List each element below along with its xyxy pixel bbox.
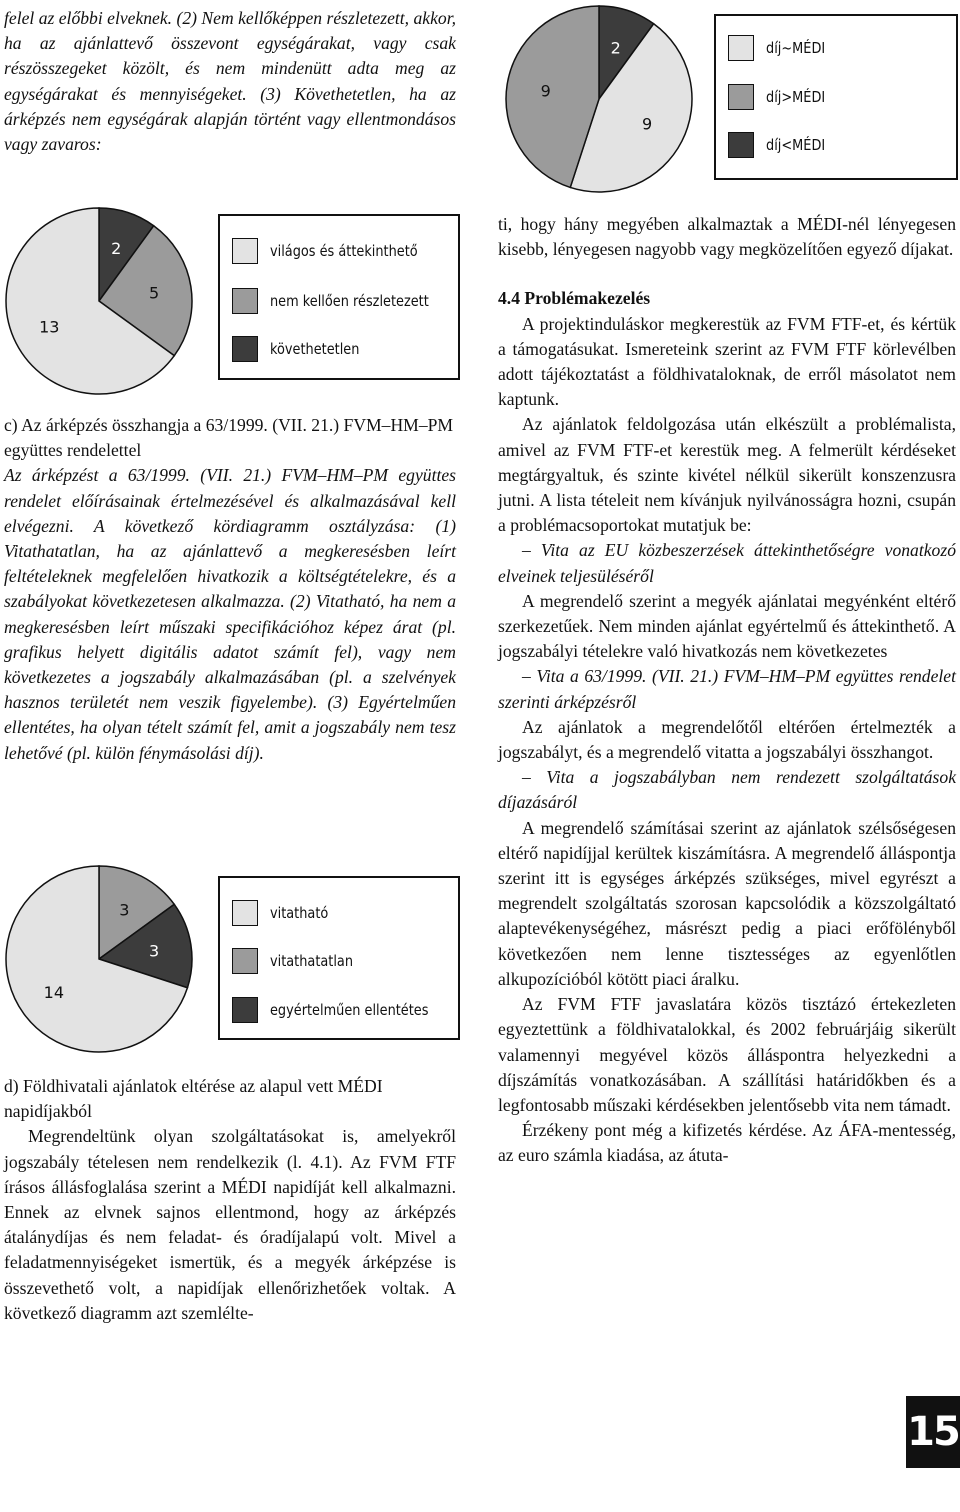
pie-value-label-2: 2 [111,238,122,258]
legend-swatch-dark [232,997,258,1023]
legend-label-contrary: egyértelműen ellentétes [270,1001,429,1019]
pie-value-label-1: 5 [149,283,160,303]
section-c-heading: c) Az árképzés összhangja a 63/1999. (VII. 21.) FVM–HM–PM együttes rendelettel [4,415,454,461]
legend-row-contrary [232,995,454,1025]
pie-chart-medi-fees-svg [504,4,694,194]
right-p6: Az FVM FTF javaslatára közös tisztázó értekezleten egyeztettünk a földhivatalokkal, és 2002 februárjáig sikerült valamennyi megyével közös álláspontra helyezkedni a díjszámítás vonatkozásában. A szállítási határidőkben és a legfontosabb műszaki kérdésekben jelentősebb vita nem támadt. [498,994,956,1115]
legend-swatch-mid [232,288,258,314]
pie-chart-clarity [4,206,194,396]
legend-clarity [218,214,460,380]
pie-value-label-0: 9 [641,114,653,134]
section-d [4,1074,456,1326]
legend-label-untraceable: követhetetlen [270,340,360,358]
legend-label-clear: világos és áttekinthető [270,242,418,260]
legend-label-higher: díj>MÉDI [766,88,826,106]
legend-swatch-light [232,900,258,926]
right-intro: ti, hogy hány megyében alkalmaztak a MÉDI-nél lényegesen kisebb, lényegesen nagyobb vagy megközelítően egyező díjakat. [498,214,956,260]
section-heading-4-4: 4.4 Problémakezelés [498,288,651,309]
section-c-body: Az árképzést a 63/1999. (VII. 21.) FVM–HM–PM együttes rendelet előírásainak értelmezésével és alkalmazásával kell elvégezni. A következő kördiagramm osztályzása: (1) Vitathatatlan, ha az ajánlattevő a megkeresésben leírt feltételeknek megfelelően hivatkozik a költségtételekre, és a szabályokat következetesen alkalmazza. (2) Vitatható, ha nem a megkeresésben leírt műszaki specifikációhoz képez árat (pl. grafikus helyett digitális adatot számít fel), vagy nem következetes a jogszabály alkalmazásában (pl. a szelvények hasznos területét nem veszik figyelembe). (3) Egyértelműen ellentétes, ha olyan tételt számít fel, amit a jogszabály nem tesz lehetővé (pl. külön fénymásolási díj). [4,465,456,763]
pie-value-label-1: 9 [540,81,551,101]
legend-row-clear [232,236,442,266]
legend-row-lower [728,130,835,160]
legend-swatch-mid [232,948,258,974]
pie-chart-disputability [4,864,194,1054]
legend-row-indisputable [232,946,367,976]
list-item-unregulated-services: – Vita a jogszabályban nem rendezett szolgáltatások díjazásáról [498,767,956,813]
right-p5: A megrendelő számításai szerint az ajánlatok szélsőségesen eltérő napidíjjal kerültek kiszámításra. A megrendelő álláspontja szerint itt is egységes árképzés szükséges, mivel egyrészt a megrendelt szolgáltatás szorosan kapcsolódik a közszolgáltató alaptevékenységéhez, másrészt pedig a piaci erőfölényből következően nem lenne tisztességes az egyenlőtlen alkupozícióból kötött piaci áralku. [498,817,956,989]
right-p3: A megrendelő szerint a megyék ajánlatai megyénként eltérő szerkezetűek. Nem minden ajánlat egyértelmű és áttekinthető. A jogszabályi tételekre való hivatkozás nem következetes [498,590,956,662]
section-d-heading: d) Földhivatali ajánlatok eltérése az alapul vett MÉDI napidíjakból [4,1076,383,1122]
legend-label-similar: díj~MÉDI [766,39,826,57]
legend-row-disputable [232,898,338,928]
pie-value-label-0: 13 [39,317,60,337]
pie-chart-disputability-svg [4,864,194,1054]
legend-label-indisputable: vitathatatlan [270,952,354,970]
page-number: 15 [906,1396,960,1468]
legend-row-similar [728,33,835,63]
right-p4: Az ajánlatok a megrendelőtől eltérően értelmezték a jogszabályt, és a megrendelő vitatta a jogszabályi összhangot. [498,716,956,763]
legend-disputability [218,876,460,1040]
pie-value-label-1: 3 [119,900,130,920]
list-item-eu-transparency: – Vita az EU közbeszerzések áttekinthetőségre vonatkozó elveinek teljesüléséről [498,540,956,586]
pie-value-label-2: 3 [149,941,160,961]
legend-label-disputable: vitatható [270,904,329,922]
section-c [4,413,456,766]
pie-chart-medi-fees [504,4,694,194]
pie-value-label-0: 14 [43,982,65,1002]
legend-label-lower: díj<MÉDI [766,136,826,154]
legend-row-higher [728,82,835,112]
right-p7: Érzékeny pont még a kifizetés kérdése. Az ÁFA-mentesség, az euro számla kiadása, az átuta- [498,1120,956,1166]
legend-label-insufficient: nem kellően részletezett [270,292,429,310]
legend-medi-fees [714,14,958,180]
legend-row-untraceable [232,334,374,364]
top-left-paragraph-block [4,6,456,157]
right-p2: Az ajánlatok feldolgozása után elkészült a problémalista, amivel az FVM FTF-et kerestük meg. A felmerült kérdéseket megtárgyaltuk, és szinte kivétel nélkül sikerült konszenzusra jutni. A lista tételeit nem kívánjuk nyilvánosságra hozni, csupán a problémacsoportokat mutatjuk be: [498,414,956,536]
list-item-pricing-decree: – Vita a 63/1999. (VII. 21.) FVM–HM–PM együttes rendelet szerinti árképzésről [498,666,956,712]
legend-swatch-light [232,238,258,264]
legend-swatch-mid [728,84,754,110]
legend-swatch-dark [728,132,754,158]
legend-row-insufficient [232,286,455,316]
right-p1: A projektinduláskor megkerestük az FVM FTF-et, és kértük a támogatásukat. Ismereteink szerint az FVM FTF körlevélben adott tájékoztatást a földhivataloknak, de erről másolatot nem kaptunk. [498,313,956,410]
section-d-body: Megrendeltünk olyan szolgáltatásokat is, amelyekről jogszabály tételesen nem rendelkezik (l. 4.1). Az FVM FTF írásos állásfoglalása szerint a MÉDI napidíját kell alkalmazni. Ennek az elvnek sajnos ellentmond, hogy az árképzés átalánydíjas és nem feladat- és óradíjalapú volt. Mivel a feladatmennyiségeket ismertük, és a megyék árképzése is összevethető volt, a napidíjak ellenőrizhetőek voltak. A következő diagramm azt szemlélte- [4,1126,456,1323]
pie-chart-clarity-svg [4,206,194,396]
pie-value-label-2: 2 [610,38,621,58]
right-column [498,212,956,1169]
legend-swatch-light [728,35,754,61]
legend-swatch-dark [232,336,258,362]
top-left-paragraph: felel az előbbi elveknek. (2) Nem kellőképpen részletezett, akkor, ha az ajánlattevő összevont egységárakat, vagy csak részösszegeket közölt, és nem mindenütt adta meg az egységárakat és mennyiségeket. (3) Követhetetlen, ha az árképzés nem egységárak alapján történt vagy ellentmondásos vagy zavaros: [4,8,456,155]
